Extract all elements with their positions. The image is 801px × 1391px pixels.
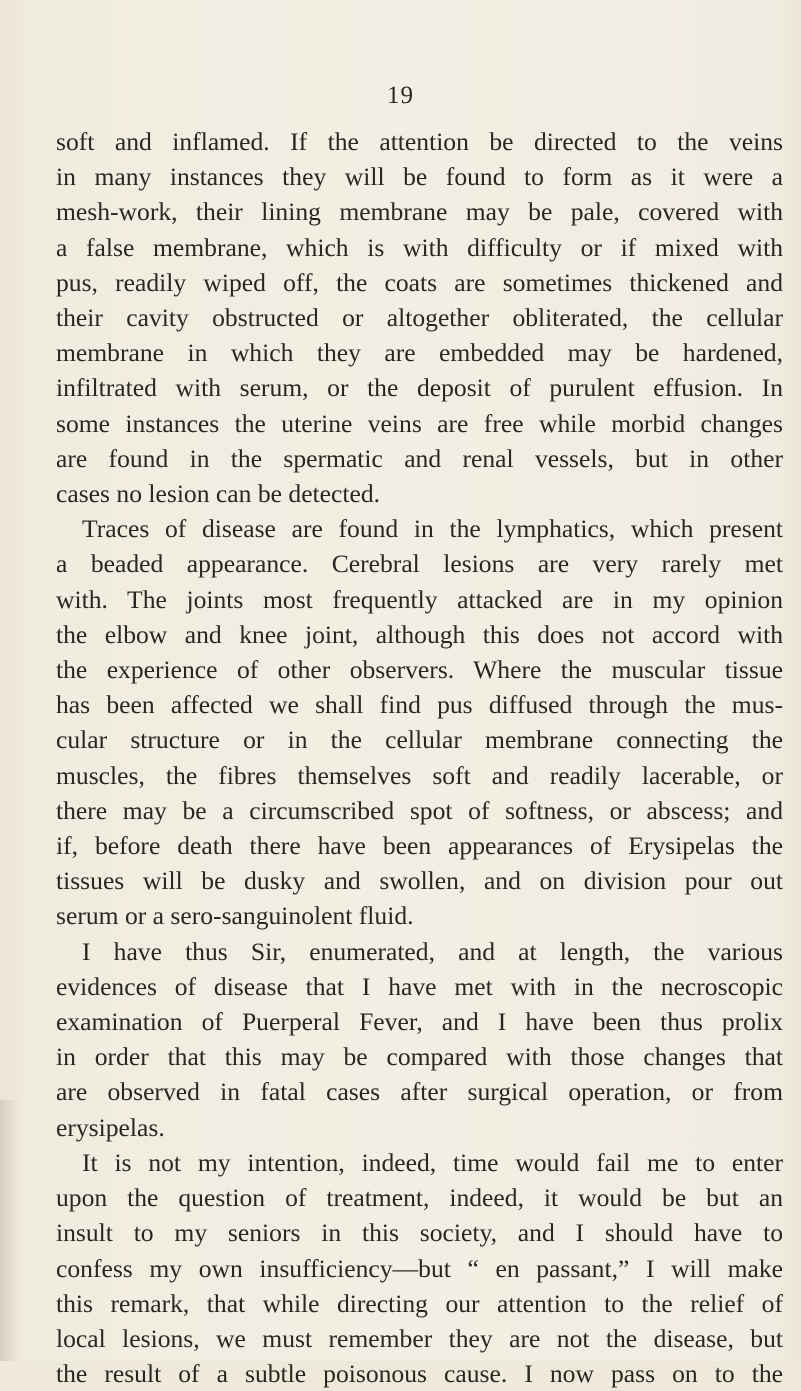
text-line: the experience of other observers. Where the muscular tissue — [56, 655, 783, 685]
text-line: membrane in which they are embedded may be hardened, — [56, 338, 783, 368]
text-line: upon the question of treatment, indeed, it would be but an — [56, 1183, 783, 1213]
text-line: pus, readily wiped off, the coats are sometimes thickened and — [56, 267, 783, 297]
text-line: has been affected we shall find pus diffused through the mus- — [56, 690, 783, 720]
text-line: in order that this may be compared with those changes that — [56, 1042, 783, 1072]
text-line: erysipelas. — [56, 1112, 165, 1142]
text-line: are found in the spermatic and renal vessels, but in other — [56, 443, 783, 473]
text-line: I have thus Sir, enumerated, and at length, the various — [82, 936, 783, 966]
text-line: a beaded appearance. Cerebral lesions are very rarely met — [56, 549, 783, 579]
text-line: with. The joints most frequently attacked are in my opinion — [56, 584, 783, 614]
text-line: a false membrane, which is with difficulty or if mixed with — [56, 232, 783, 262]
text-line: evidences of disease that I have met with in the necroscopic — [56, 971, 783, 1001]
text-line: there may be a circumscribed spot of softness, or abscess; and — [56, 795, 783, 825]
text-line: examination of Puerperal Fever, and I have been thus prolix — [56, 1007, 783, 1037]
text-line: tissues will be dusky and swollen, and on division pour out — [56, 866, 783, 896]
text-line: cases no lesion can be detected. — [56, 479, 381, 509]
body-text — [56, 124, 783, 1391]
text-line: some instances the uterine veins are free while morbid changes — [56, 408, 783, 438]
text-line: confess my own insufficiency—but “ en passant,” I will make — [56, 1253, 783, 1283]
page-number: 19 — [387, 82, 414, 109]
text-line: It is not my intention, indeed, time would fail me to enter — [82, 1147, 783, 1177]
text-line: Traces of disease are found in the lymphatics, which present — [82, 514, 783, 544]
text-line: the elbow and knee joint, although this does not accord with — [56, 619, 783, 649]
text-line: in many instances they will be found to form as it were a — [56, 162, 783, 192]
text-line: serum or a sero-sanguinolent fluid. — [56, 901, 414, 931]
text-line: insult to my seniors in this society, and I should have to — [56, 1218, 783, 1248]
text-line: if, before death there have been appearances of Erysipelas the — [56, 831, 783, 861]
text-line: are observed in fatal cases after surgical operation, or from — [56, 1077, 783, 1107]
text-line: this remark, that while directing our attention to the relief of — [56, 1288, 783, 1318]
text-line: muscles, the fibres themselves soft and readily lacerable, or — [56, 760, 783, 790]
text-line: cular structure or in the cellular membrane connecting the — [56, 725, 783, 755]
text-line: soft and inflamed. If the attention be directed to the veins — [56, 127, 783, 156]
text-line: infiltrated with serum, or the deposit of purulent effusion. In — [56, 373, 783, 403]
text-line: local lesions, we must remember they are not the disease, but — [56, 1323, 783, 1353]
text-line: the result of a subtle poisonous cause. I now pass on to the — [56, 1359, 783, 1389]
text-line: mesh-work, their lining membrane may be pale, covered with — [56, 197, 783, 227]
page-edge-shadow — [0, 1100, 18, 1361]
text-line: their cavity obstructed or altogether obliterated, the cellular — [56, 303, 783, 333]
